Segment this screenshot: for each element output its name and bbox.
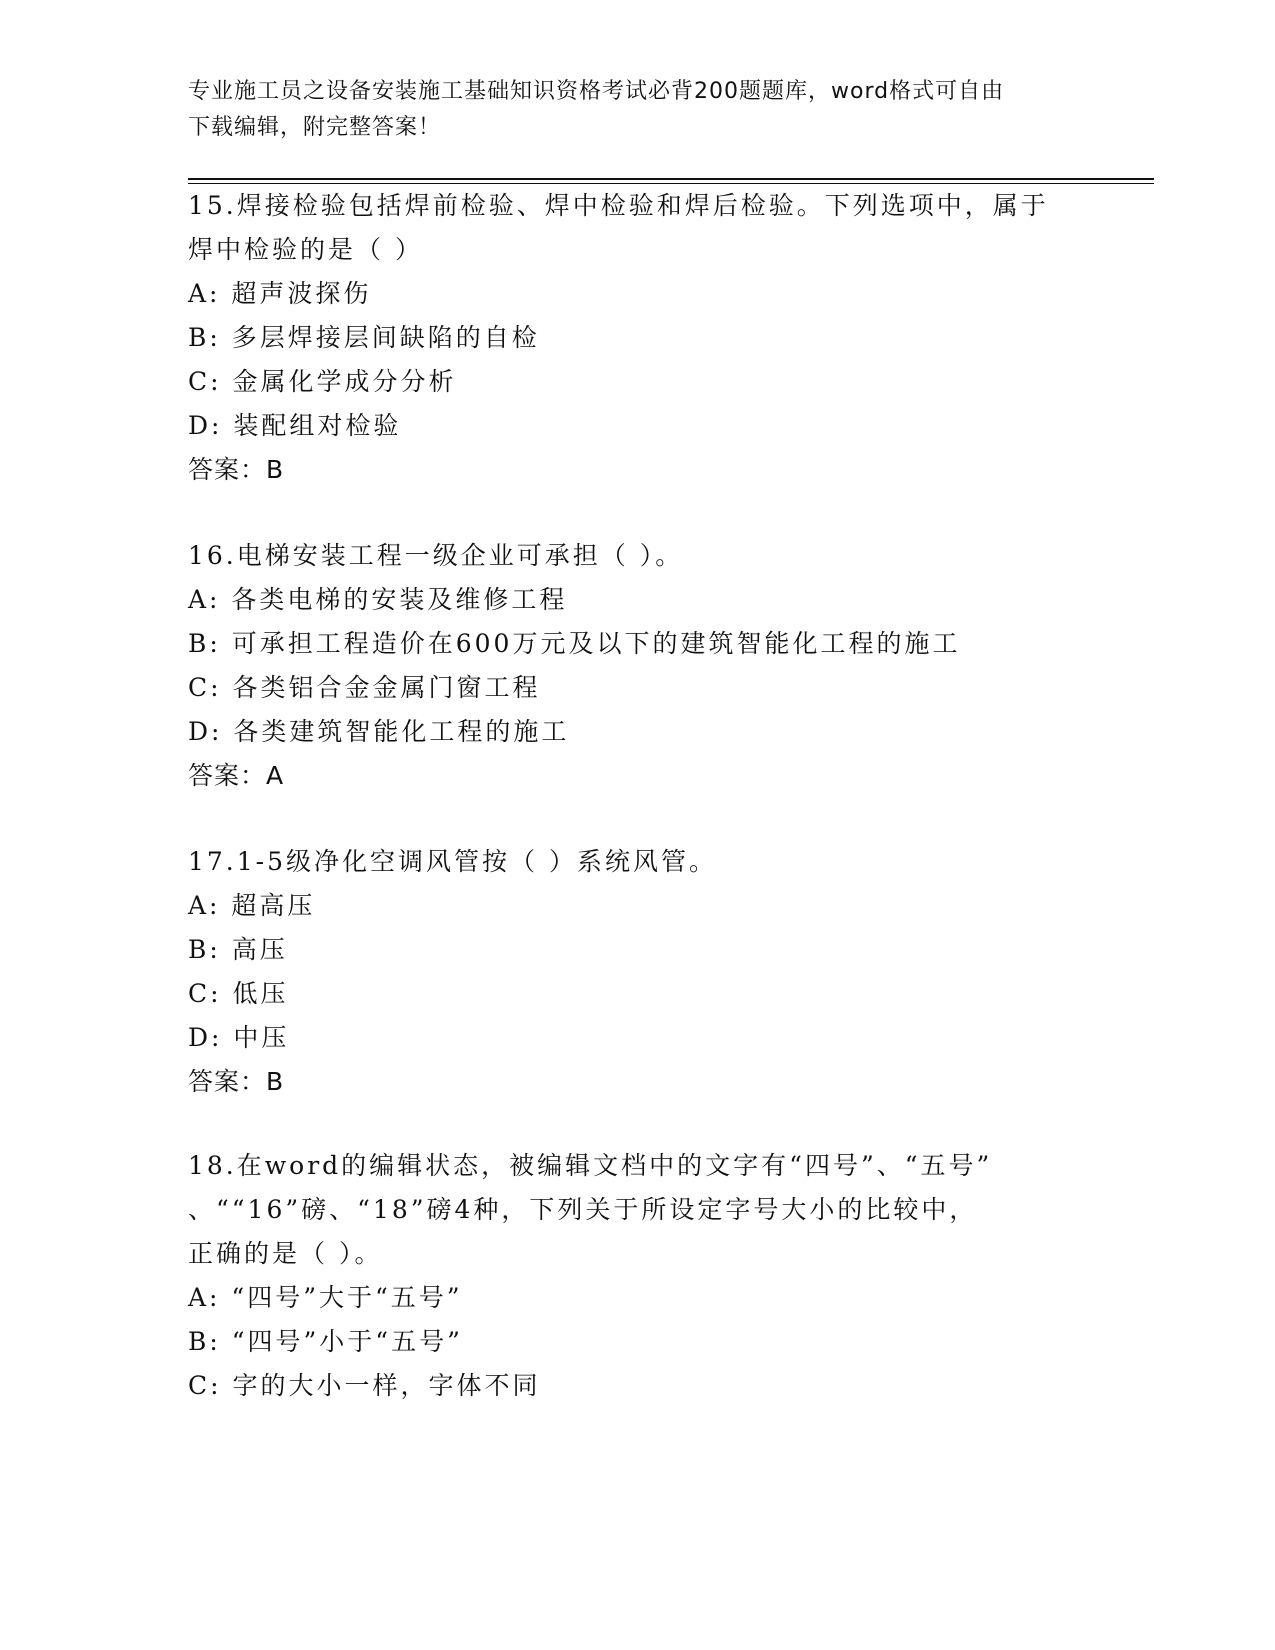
question-16-option-d: D: 各类建筑智能化工程的施工: [188, 717, 570, 746]
question-18-option-c: C: 字的大小一样，字体不同: [188, 1371, 541, 1400]
question-15-line-2: 焊中检验的是（ ）: [188, 235, 423, 264]
header-line-1: 专业施工员之设备安装施工基础知识资格考试必背200题题库，word格式可自由: [188, 79, 1005, 104]
question-17-line-1: 17.1-5级净化空调风管按（ ）系统风管。: [188, 847, 717, 876]
question-15-answer: [188, 450, 283, 486]
question-18-option-a: A: “四号”大于“五号”: [188, 1283, 463, 1312]
question-16-option-b: B: 可承担工程造价在600万元及以下的建筑智能化工程的施工: [188, 629, 961, 658]
question-15-option-c: C: 金属化学成分分析: [188, 367, 457, 396]
question-18-option-b: B: “四号”小于“五号”: [188, 1327, 463, 1356]
question-18-line-3: 正确的是（ ）。: [188, 1239, 383, 1268]
answer-value: B: [266, 455, 284, 484]
question-16-option-c: C: 各类铝合金金属门窗工程: [188, 673, 541, 702]
header-divider-thick: [188, 178, 1154, 180]
header-line-2: 下载编辑，附完整答案！: [188, 115, 442, 140]
header-divider-thin: [188, 183, 1154, 184]
question-17-answer: [188, 1062, 283, 1098]
answer-value: B: [266, 1067, 284, 1096]
question-15-option-a: A: 超声波探伤: [188, 279, 372, 308]
question-15-line-1: 15.焊接检验包括焊前检验、焊中检验和焊后检验。下列选项中，属于: [188, 191, 1049, 220]
question-17-option-b: B: 高压: [188, 935, 288, 964]
answer-label: 答案：: [188, 455, 267, 484]
document-header: [188, 74, 1088, 146]
question-18-line-2: 、““16”磅、“18”磅4种，下列关于所设定字号大小的比较中，: [188, 1195, 978, 1224]
answer-label: 答案：: [188, 1067, 267, 1096]
question-18-line-1: 18.在word的编辑状态，被编辑文档中的文字有“四号”、“五号”: [188, 1151, 993, 1180]
question-15-option-d: D: 装配组对检验: [188, 411, 402, 440]
question-15-option-b: B: 多层焊接层间缺陷的自检: [188, 323, 540, 352]
question-16-answer: [188, 756, 283, 792]
question-17-option-d: D: 中压: [188, 1023, 290, 1052]
answer-label: 答案：: [188, 761, 267, 790]
question-17-option-a: A: 超高压: [188, 891, 316, 920]
question-16-option-a: A: 各类电梯的安装及维修工程: [188, 585, 568, 614]
question-17-option-c: C: 低压: [188, 979, 289, 1008]
answer-value: A: [266, 761, 284, 790]
question-16-line-1: 16.电梯安装工程一级企业可承担（ ）。: [188, 541, 684, 570]
